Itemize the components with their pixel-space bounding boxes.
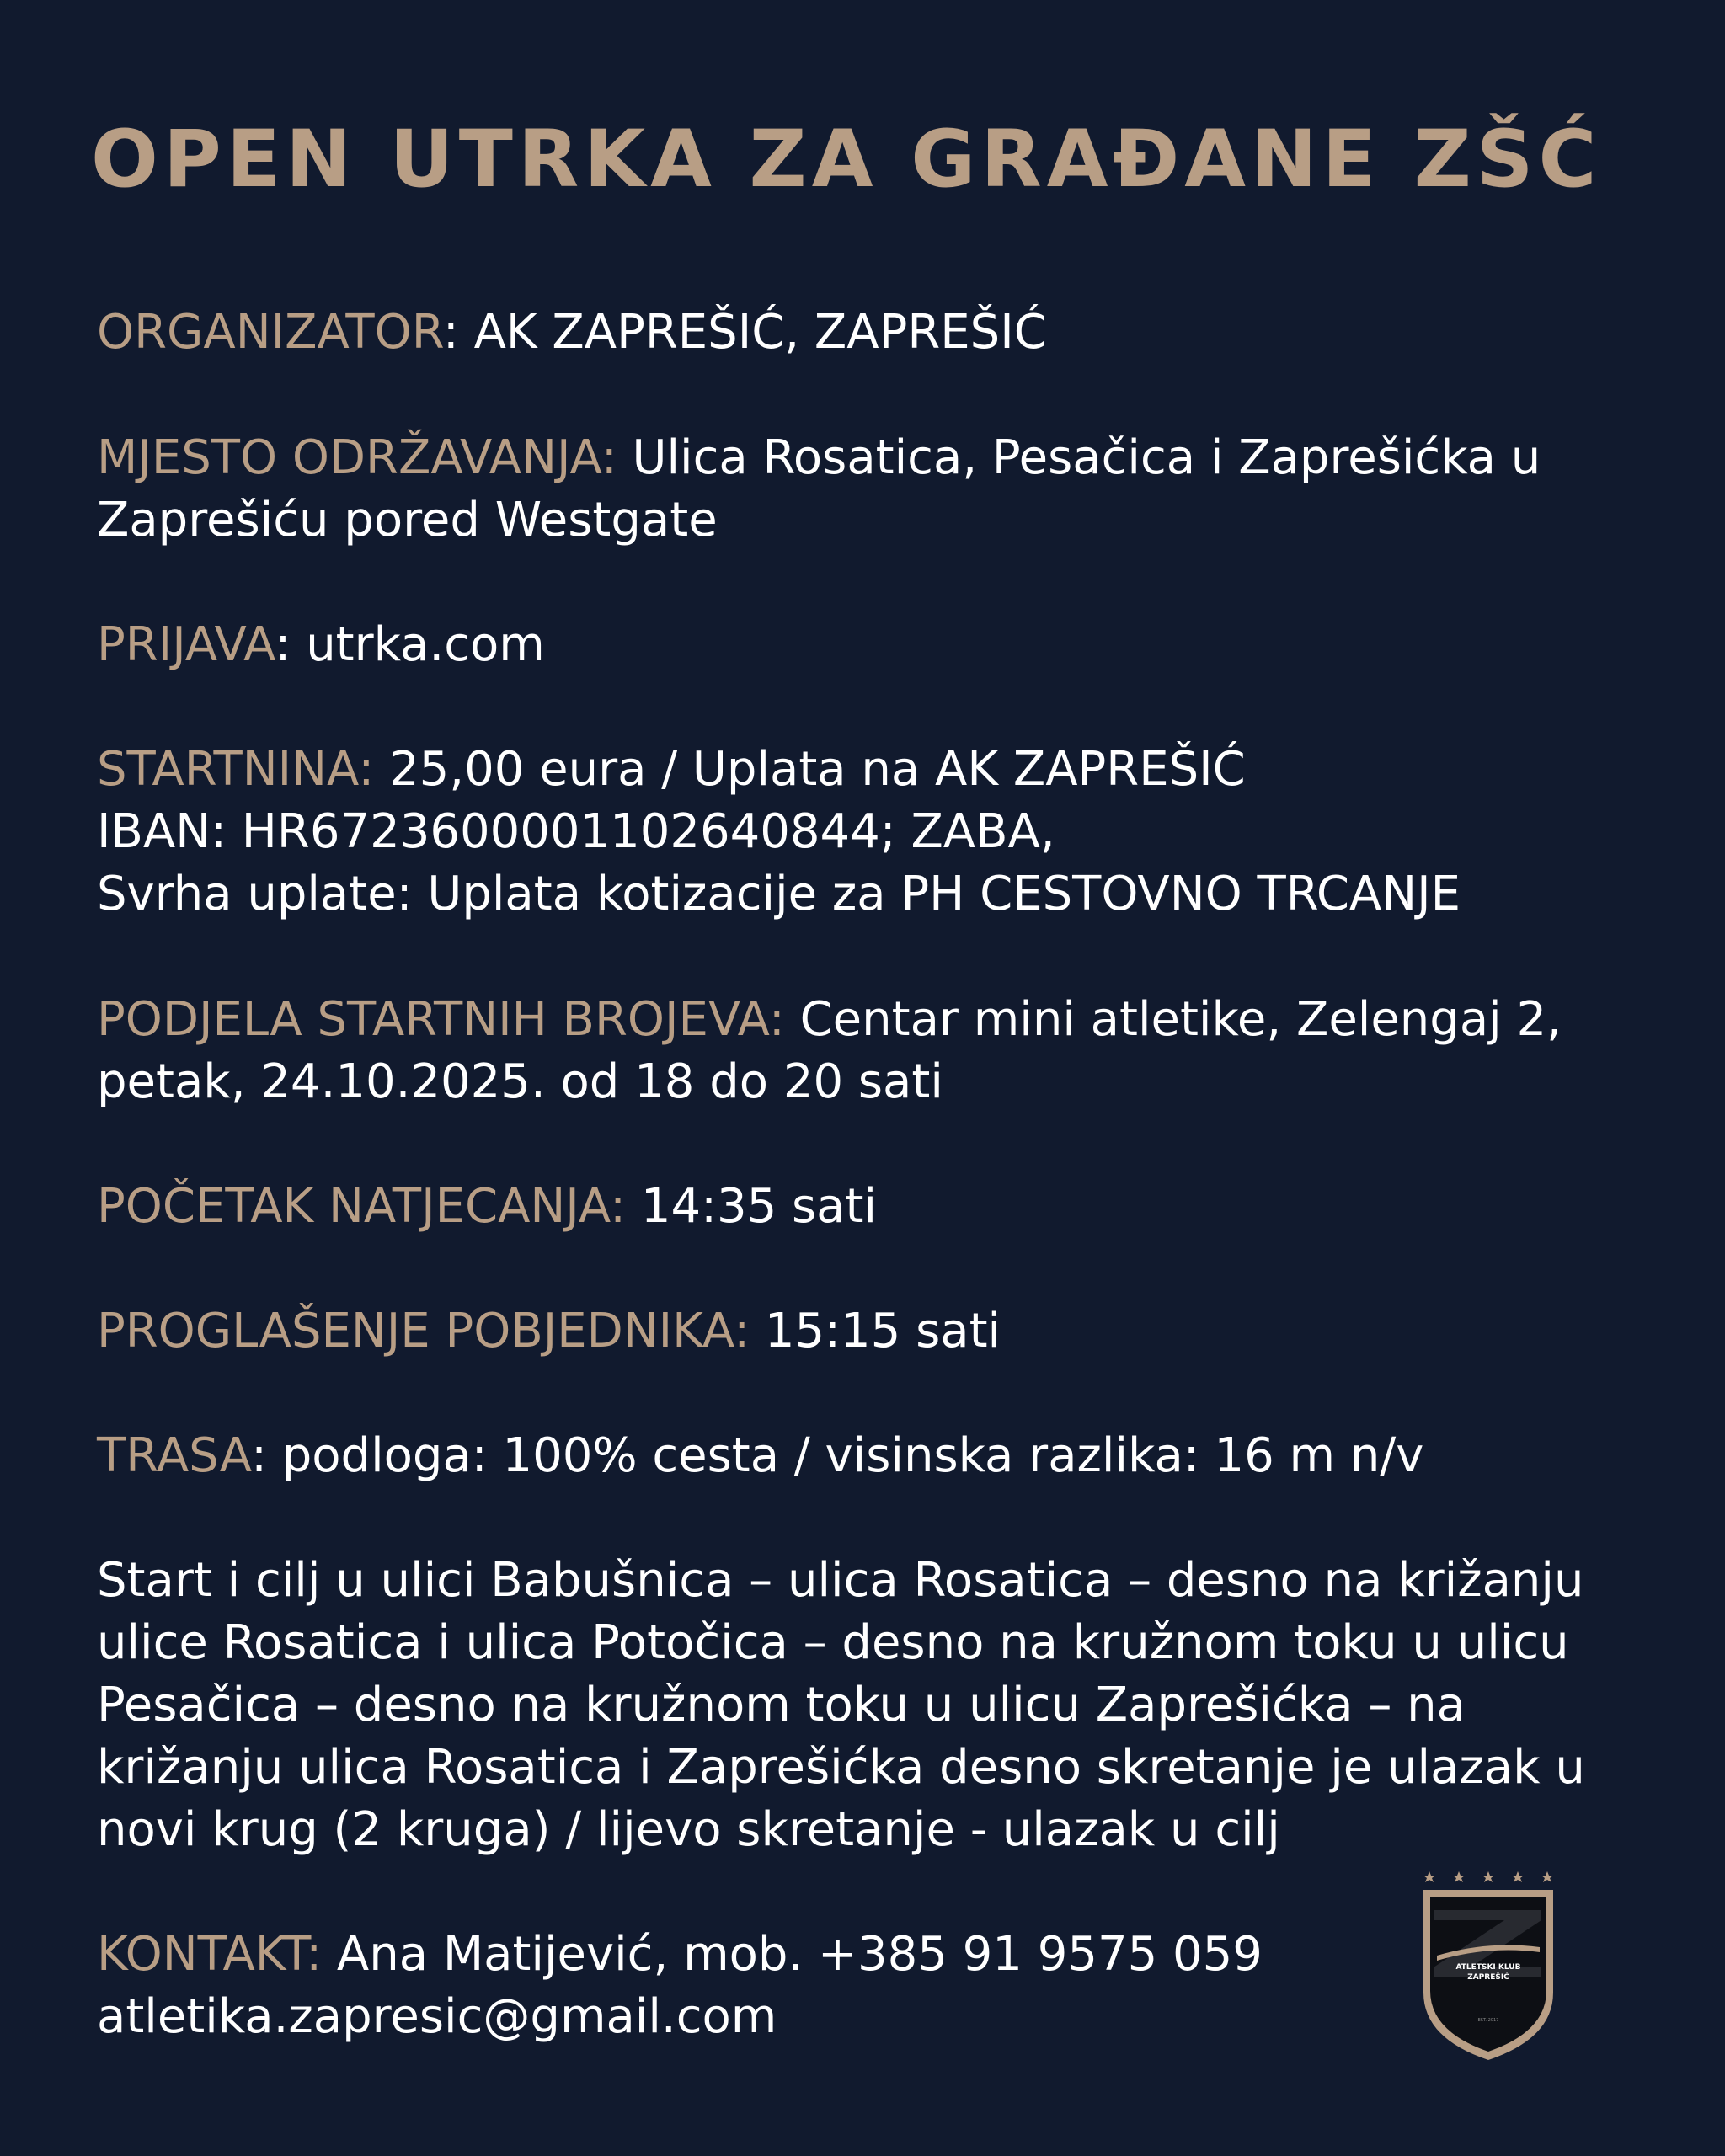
- route-description-line: ulice Rosatica i ulica Potočica – desno na kružnom toku u ulicu: [97, 1615, 1569, 1670]
- venue-line2: Zaprešiću pored Westgate: [97, 493, 718, 547]
- organizer-line: [97, 302, 1647, 364]
- registration-value: utrka.com: [306, 617, 545, 672]
- venue-block: [97, 427, 1647, 552]
- organizer-label: ORGANIZATOR: [97, 305, 443, 360]
- registration-line: [97, 614, 1647, 676]
- route-label: TRASA: [97, 1428, 252, 1483]
- crest-stars: [1423, 1871, 1553, 1882]
- start-label: POČETAK NATJECANJA:: [97, 1179, 627, 1234]
- route-description-line: križanju ulica Rosatica i Zaprešićka desno skretanje je ulazak u: [97, 1740, 1585, 1795]
- bib-pickup-line1: Centar mini atletike, Zelengaj 2,: [784, 992, 1562, 1047]
- route-description: [97, 1550, 1647, 1861]
- fee-line1: 25,00 eura / Uplata na AK ZAPREŠIĆ: [374, 742, 1246, 797]
- contact-email: atletika.zapresic@gmail.com: [97, 1989, 777, 2044]
- venue-label: MJESTO ODRŽAVANJA:: [97, 430, 617, 485]
- bib-pickup-line2: petak, 24.10.2025. od 18 do 20 sati: [97, 1054, 943, 1109]
- bib-pickup-block: [97, 989, 1647, 1113]
- route-description-line: Start i cilj u ulici Babušnica – ulica Rosatica – desno na križanju: [97, 1553, 1584, 1608]
- awards-value: 15:15 sati: [750, 1304, 1001, 1358]
- route-description-line: novi krug (2 kruga) / lijevo skretanje - ulazak u cilj: [97, 1802, 1280, 1857]
- venue-line1: Ulica Rosatica, Pesačica i Zaprešićka u: [617, 430, 1541, 485]
- crest-text-town: ZAPREŠIĆ: [1467, 1973, 1509, 1982]
- page-title: OPEN UTRKA ZA GRAĐANE ZŠĆ: [91, 114, 1602, 205]
- route-description-line: Pesačica – desno na kružnom toku u ulicu Zaprešićka – na: [97, 1678, 1466, 1732]
- registration-sep: :: [275, 617, 307, 672]
- club-crest-logo: [1418, 1868, 1558, 2062]
- contact-label: KONTAKT:: [97, 1927, 323, 1982]
- fee-iban: IBAN: HR6723600001102640844; ZABA,: [97, 804, 1055, 859]
- contact-value: Ana Matijević, mob. +385 91 9575 059: [322, 1927, 1263, 1982]
- start-value: 14:35 sati: [626, 1179, 878, 1234]
- awards-line: [97, 1300, 1647, 1363]
- crest-text-club: ATLETSKI KLUB: [1455, 1963, 1521, 1972]
- bib-pickup-label: PODJELA STARTNIH BROJEVA:: [97, 992, 785, 1047]
- fee-purpose: Svrha uplate: Uplata kotizacije za PH CESTOVNO TRCANJE: [97, 867, 1461, 921]
- crest-text-est: EST. 2017: [1477, 2018, 1499, 2023]
- organizer-value: AK ZAPREŠIĆ, ZAPREŠIĆ: [473, 305, 1047, 360]
- fee-label: STARTNINA:: [97, 742, 375, 797]
- organizer-sep: :: [442, 305, 474, 360]
- registration-label: PRIJAVA: [97, 617, 275, 672]
- contact-block: [97, 1924, 1647, 2048]
- route-value: : podloga: 100% cesta / visinska razlika: 16 m n/v: [251, 1428, 1424, 1483]
- route-line: [97, 1425, 1647, 1487]
- fee-block: [97, 739, 1647, 926]
- start-line: [97, 1176, 1647, 1238]
- awards-label: PROGLAŠENJE POBJEDNIKA:: [97, 1304, 750, 1358]
